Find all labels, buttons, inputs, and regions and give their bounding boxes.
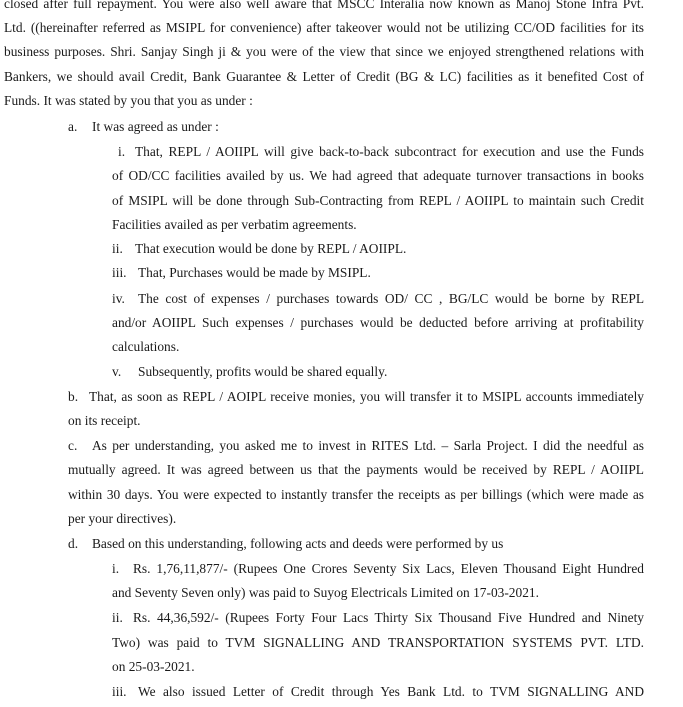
sublist-line: and Seventy Seven only) was paid to Suyog Electricals Limited on 17-03-2021. bbox=[112, 585, 539, 600]
intro-line: closed after full repayment. You were also well aware that MSCC Interalia now known as Manoj Stone Infra Pvt. bbox=[4, 0, 644, 11]
sublist-marker: ii. bbox=[112, 241, 123, 256]
sublist-marker: i. bbox=[112, 561, 120, 576]
list-marker: b. bbox=[68, 389, 79, 404]
list-item-line: That, as soon as REPL / AOIPL receive monies, you will transfer it to MSIPL accounts immediately bbox=[89, 389, 644, 404]
sublist-marker: iv. bbox=[112, 291, 125, 306]
sublist-line: Facilities availed as per verbatim agreements. bbox=[112, 217, 357, 232]
list-item-line: per your directives). bbox=[68, 511, 177, 526]
list-marker: a. bbox=[68, 119, 78, 134]
list-marker: d. bbox=[68, 536, 79, 551]
list-item-line: mutually agreed. It was agreed between us that the payments would be received by REPL / AOIIPL bbox=[68, 462, 644, 477]
sublist-line: Subsequently, profits would be shared equally. bbox=[138, 364, 388, 379]
list-item-line: within 30 days. You were expected to instantly transfer the receipts as per billings (which were made as bbox=[68, 487, 644, 502]
intro-line: Bankers, we should avail Credit, Bank Guarantee & Letter of Credit (BG & LC) facilities as it benefited Cost of bbox=[4, 69, 644, 84]
list-item-text: Based on this understanding, following acts and deeds were performed by us bbox=[92, 536, 504, 551]
sublist-line: The cost of expenses / purchases towards OD/ CC , BG/LC would be borne by REPL bbox=[138, 291, 644, 306]
intro-line: business purposes. Shri. Sanjay Singh ji & you were of the view that since we enjoyed strengthened relations with bbox=[4, 44, 644, 59]
sublist-line: That, Purchases would be made by MSIPL. bbox=[138, 265, 371, 280]
sublist-line: of MSIPL will be done through Sub-Contracting from REPL / AOIIPL to maintain such Credit bbox=[112, 193, 644, 208]
sublist-line: of OD/CC facilities availed by us. We had agreed that adequate turnover transactions in books bbox=[112, 168, 644, 183]
sublist-line: We also issued Letter of Credit through Yes Bank Ltd. to TVM SIGNALLING AND bbox=[138, 684, 644, 699]
sublist-line: Two) was paid to TVM SIGNALLING AND TRANSPORTATION SYSTEMS PVT. LTD. bbox=[112, 635, 644, 650]
list-item-line: As per understanding, you asked me to invest in RITES Ltd. – Sarla Project. I did the needful as bbox=[92, 438, 644, 453]
intro-line: Funds. It was stated by you that you as under : bbox=[4, 93, 253, 108]
sublist-line: Rs. 1,76,11,877/- (Rupees One Crores Seventy Six Lacs, Eleven Thousand Eight Hundred bbox=[133, 561, 644, 576]
sublist-line: on 25-03-2021. bbox=[112, 659, 195, 674]
sublist-line: and/or AOIIPL Such expenses / purchases would be deducted before arriving at profitability bbox=[112, 315, 644, 330]
list-item-text: It was agreed as under : bbox=[92, 119, 219, 134]
sublist-marker: iii. bbox=[112, 265, 127, 280]
list-item-line: on its receipt. bbox=[68, 413, 141, 428]
sublist-line: Rs. 44,36,592/- (Rupees Forty Four Lacs Thirty Six Thousand Five Hundred and Ninety bbox=[133, 610, 644, 625]
sublist-line: That, REPL / AOIIPL will give back-to-back subcontract for execution and use the Funds bbox=[135, 144, 644, 159]
intro-line: Ltd. ((hereinafter referred as MSIPL for convenience) after takeover would not be utilizing CC/OD facilities for its bbox=[4, 20, 644, 35]
sublist-line: calculations. bbox=[112, 339, 180, 354]
sublist-marker: iii. bbox=[112, 684, 127, 699]
sublist-marker: ii. bbox=[112, 610, 123, 625]
sublist-marker: v. bbox=[112, 364, 122, 379]
list-marker: c. bbox=[68, 438, 78, 453]
sublist-line: That execution would be done by REPL / AOIIPL. bbox=[135, 241, 407, 256]
sublist-marker: i. bbox=[118, 144, 126, 159]
